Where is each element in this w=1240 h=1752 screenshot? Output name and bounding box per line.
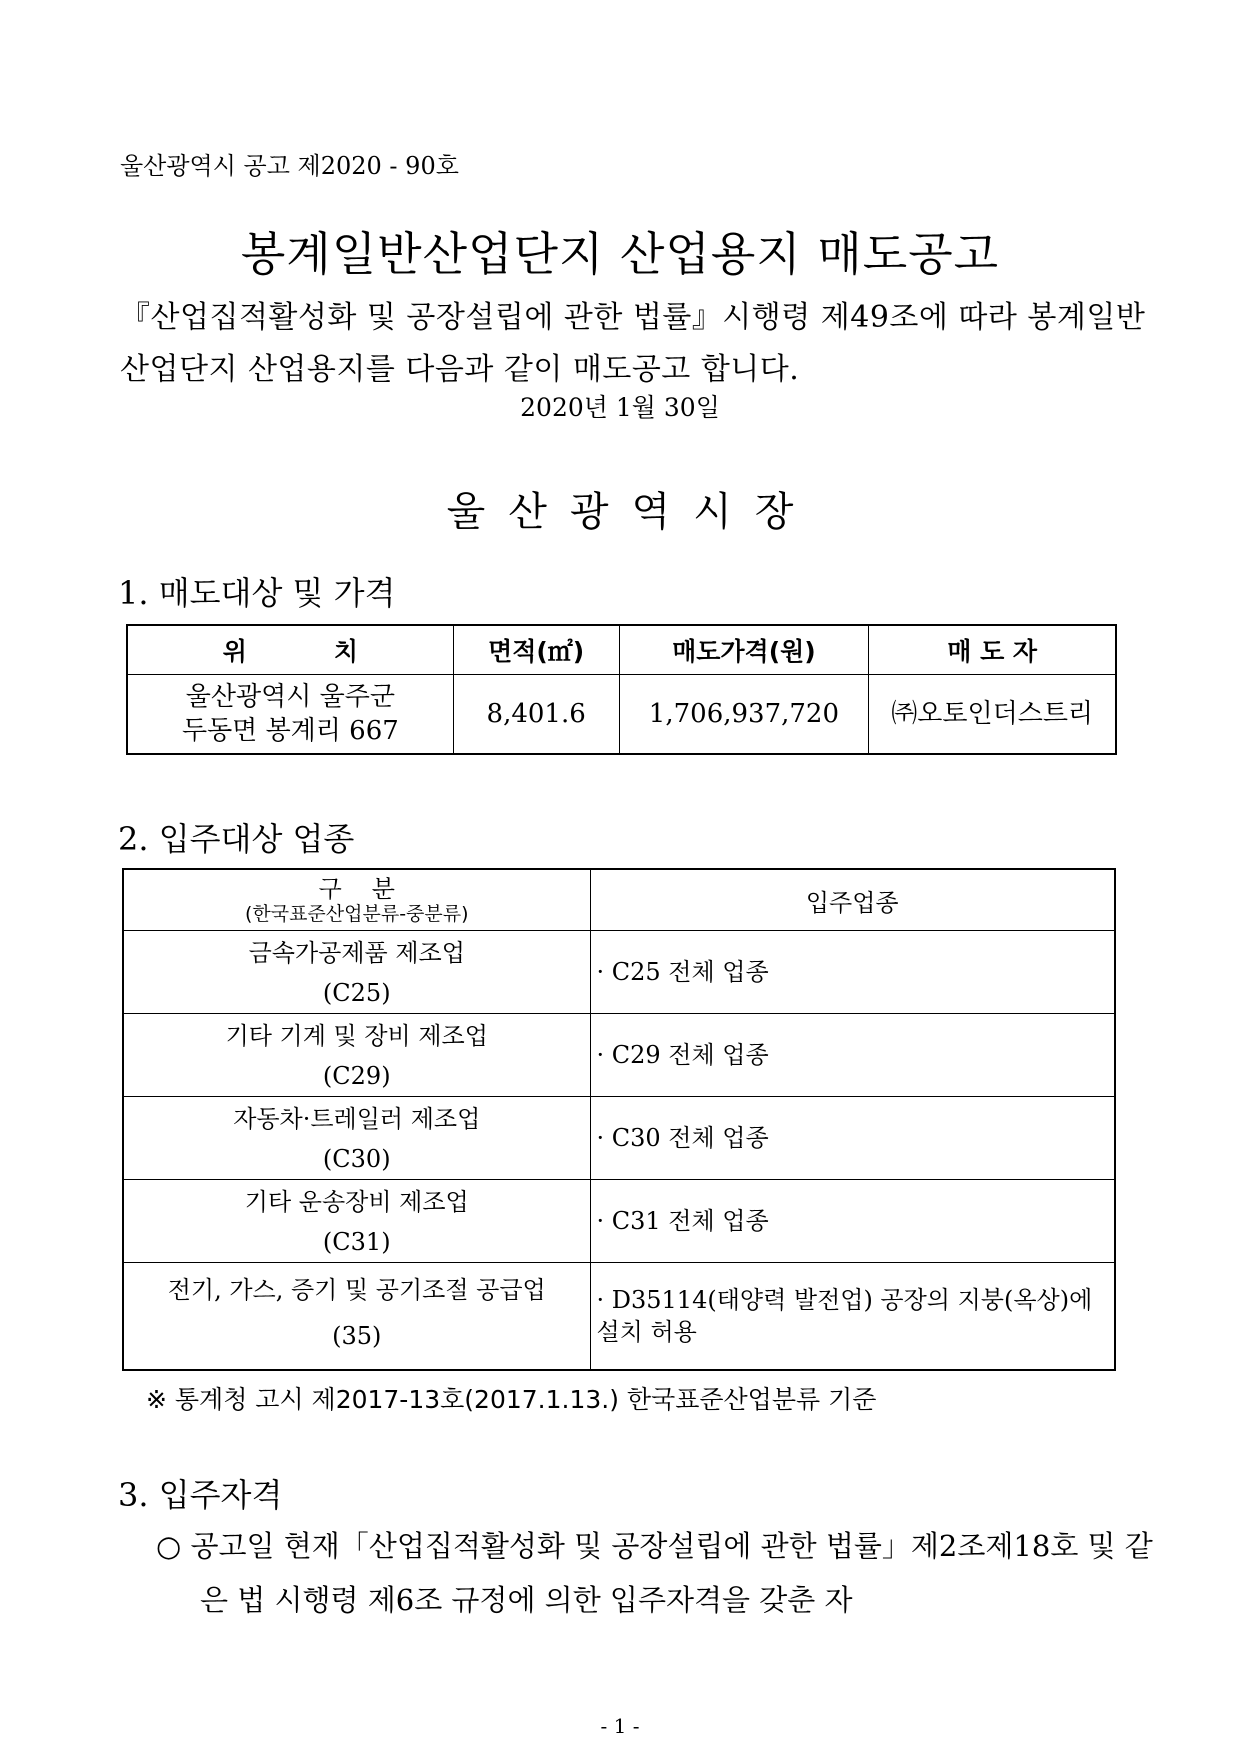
intro-line-1: 『산업집적활성화 및 공장설립에 관한 법률』시행령 제49조에 따라 봉계일반 xyxy=(120,300,1146,335)
cell-category xyxy=(123,1263,590,1371)
table-row xyxy=(123,1097,1115,1180)
table-row xyxy=(123,1263,1115,1371)
cell-location xyxy=(127,675,453,755)
document-title: 봉계일반산업단지 산업용지 매도공고 xyxy=(240,227,1000,281)
header-location: 위 치 xyxy=(127,625,453,675)
category-code: (C30) xyxy=(322,1145,391,1173)
header-seller: 매 도 자 xyxy=(869,625,1116,675)
industry-table xyxy=(122,868,1116,1371)
table-footnote: ※ 통계청 고시 제2017-13호(2017.1.13.) 한국표준산업분류 기준 xyxy=(146,1385,877,1414)
header-industry: 입주업종 xyxy=(590,869,1115,931)
sale-target-table xyxy=(126,624,1117,755)
table-header-row xyxy=(123,869,1115,931)
cell-category xyxy=(123,1097,590,1180)
cell-category xyxy=(123,1180,590,1263)
table-row xyxy=(123,1180,1115,1263)
cell-price: 1,706,937,720 xyxy=(619,675,869,755)
cell-industry: · C29 전체 업종 xyxy=(590,1014,1115,1097)
category-name: 기타 운송장비 제조업 xyxy=(244,1188,469,1216)
table-row xyxy=(123,931,1115,1014)
qualification-line-2: 은 법 시행령 제6조 규정에 의한 입주자격을 갖춘 자 xyxy=(200,1583,853,1617)
category-code: (C31) xyxy=(322,1228,391,1256)
cell-industry: · C31 전체 업종 xyxy=(590,1180,1115,1263)
cell-industry: · C30 전체 업종 xyxy=(590,1097,1115,1180)
header-area: 면적(㎡) xyxy=(453,625,619,675)
issuer-name: 울산광역시장 xyxy=(446,489,817,535)
cell-industry: · D35114(태양력 발전업) 공장의 지붕(옥상)에 설치 허용 xyxy=(590,1263,1115,1371)
notice-date: 2020년 1월 30일 xyxy=(520,393,720,422)
table-row xyxy=(127,675,1116,755)
category-name: 자동차·트레일러 제조업 xyxy=(233,1105,481,1133)
location-line-1: 울산광역시 울주군 xyxy=(185,682,395,712)
cell-category xyxy=(123,931,590,1014)
category-name: 금속가공제품 제조업 xyxy=(248,939,465,967)
notice-number: 울산광역시 공고 제2020 - 90호 xyxy=(120,152,459,180)
intro-line-2: 산업단지 산업용지를 다음과 같이 매도공고 합니다. xyxy=(120,352,800,387)
category-name: 기타 기계 및 장비 제조업 xyxy=(225,1022,488,1050)
header-price: 매도가격(원) xyxy=(619,625,869,675)
section-1-heading: 1. 매도대상 및 가격 xyxy=(118,574,396,612)
section-2-heading: 2. 입주대상 업종 xyxy=(118,820,355,858)
page-number: - 1 - xyxy=(600,1714,640,1738)
table-header-row xyxy=(127,625,1116,675)
qualification-line-1: ○ 공고일 현재「산업집적활성화 및 공장설립에 관한 법률」제2조제18호 및 같 xyxy=(156,1529,1153,1563)
cell-category xyxy=(123,1014,590,1097)
cell-seller: ㈜오토인더스트리 xyxy=(869,675,1116,755)
category-name: 전기, 가스, 증기 및 공기조절 공급업 xyxy=(167,1276,546,1304)
category-code: (35) xyxy=(332,1322,382,1350)
table-row xyxy=(123,1014,1115,1097)
header-category-sub: (한국표준산업분류-중분류) xyxy=(244,903,469,925)
category-code: (C29) xyxy=(322,1062,391,1090)
location-line-2: 두동면 봉계리 667 xyxy=(181,716,399,746)
header-category-main: 구분 xyxy=(318,875,425,903)
cell-industry: · C25 전체 업종 xyxy=(590,931,1115,1014)
section-3-heading: 3. 입주자격 xyxy=(118,1476,283,1514)
header-category xyxy=(123,869,590,931)
cell-area: 8,401.6 xyxy=(453,675,619,755)
category-code: (C25) xyxy=(322,979,391,1007)
